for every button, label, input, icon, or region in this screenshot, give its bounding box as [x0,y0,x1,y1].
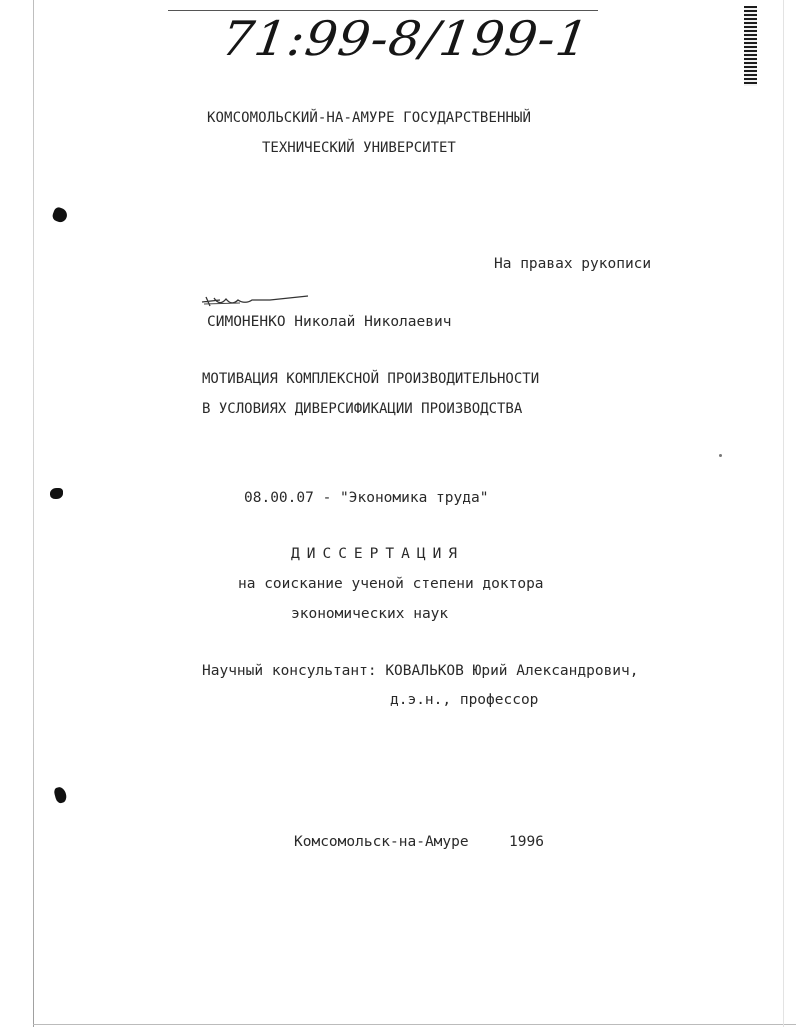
scientific-consultant: Научный консультант: КОВАЛЬКОВ Юрий Александрович, [202,663,639,679]
punch-hole-mark [53,786,68,804]
author-signature [200,290,310,312]
publication-year: 1996 [509,834,544,850]
manuscript-rights-note: На правах рукописи [494,256,652,272]
scan-speck [719,454,722,457]
scan-left-edge [33,0,34,1027]
degree-purpose-line-1: на соискание ученой степени доктора [238,576,544,592]
scan-right-edge [783,0,784,1027]
author-name: СИМОНЕНКО Николай Николаевич [207,314,452,330]
publication-city: Комсомольск-на-Амуре [294,834,469,850]
punch-hole-mark [51,206,69,224]
specialty-code: 08.00.07 - "Экономика труда" [244,490,489,506]
university-name-line-2: ТЕХНИЧЕСКИЙ УНИВЕРСИТЕТ [262,140,456,156]
consultant-degree: д.э.н., профессор [390,692,539,708]
punch-hole-mark [50,488,63,499]
work-type-heading: ДИССЕРТАЦИЯ [291,546,465,562]
degree-purpose-line-2: экономических наук [291,606,449,622]
dissertation-title-line-1: МОТИВАЦИЯ КОМПЛЕКСНОЙ ПРОИЗВОДИТЕЛЬНОСТИ [202,371,540,387]
scan-binding-mark [744,6,757,86]
scan-bottom-edge [33,1024,796,1025]
handwritten-shelfmark: 71:99-8/199-1 [218,11,593,67]
dissertation-title-line-2: В УСЛОВИЯХ ДИВЕРСИФИКАЦИИ ПРОИЗВОДСТВА [202,401,523,417]
university-name-line-1: КОМСОМОЛЬСКИЙ-НА-АМУРЕ ГОСУДАРСТВЕННЫЙ [207,110,532,126]
